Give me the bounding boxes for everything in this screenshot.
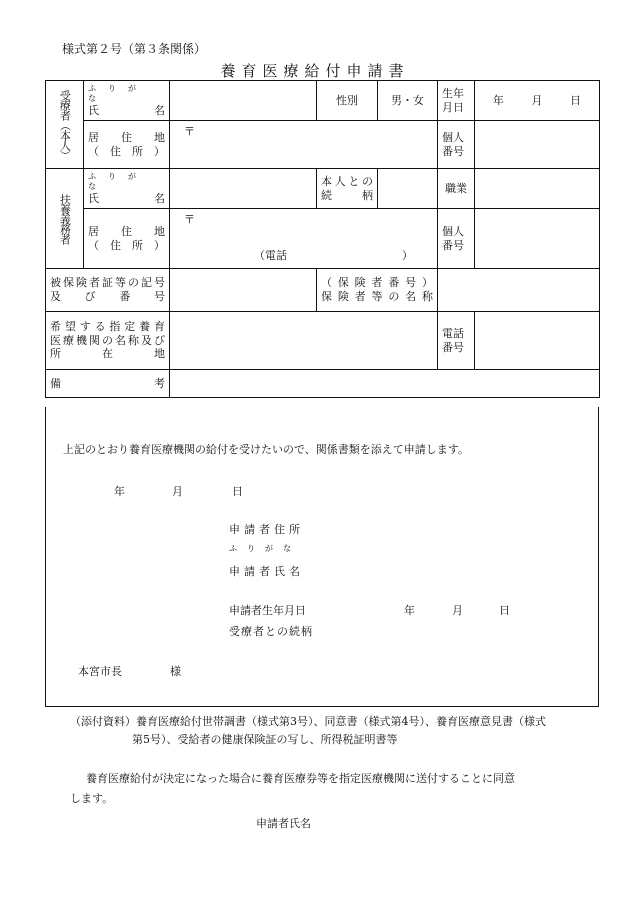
application-statement: 上記のとおり養育医療機関の給付を受けたいので、関係書類を添えて申請します。 <box>63 443 469 456</box>
recipient-address-field[interactable] <box>170 121 438 169</box>
relation-field[interactable] <box>378 169 438 209</box>
applicant-name-label: 申請者氏名 <box>229 565 304 578</box>
supporter-name-label: 氏名 <box>88 191 165 205</box>
personal-number-label-1: 個人 <box>442 130 464 144</box>
supporter-personal-number-label-1: 個人 <box>442 224 464 238</box>
facility-field[interactable] <box>170 312 438 370</box>
application-form-table <box>45 80 600 398</box>
supporter-furigana-label: ふりがな <box>88 171 148 191</box>
name-label: 氏名 <box>88 103 165 117</box>
applicant-birth-label: 申請者生年月日 <box>229 604 306 617</box>
applicant-address-label: 申請者住所 <box>229 523 304 536</box>
postal-mark: 〒 <box>184 125 195 138</box>
gender-options[interactable]: 男・女 <box>391 93 424 107</box>
supporter-personal-number-field[interactable] <box>475 209 600 269</box>
phone-open: （電話 <box>254 248 287 262</box>
applicant-furigana-label: ふりがな <box>229 544 301 553</box>
insurer-name-label: 保険者等の名称 <box>321 290 433 303</box>
year-label: 年 <box>492 93 504 107</box>
gender-label: 性別 <box>336 93 358 107</box>
remarks-label-2: 考 <box>154 376 165 390</box>
facility-phone-field[interactable] <box>475 312 600 370</box>
application-declaration-box <box>45 407 599 707</box>
recipient-name-field[interactable] <box>170 81 317 121</box>
facility-label-3b: 在 <box>102 347 113 361</box>
consent-signature-label: 申請者氏名 <box>256 817 311 830</box>
remarks-field[interactable] <box>170 370 600 398</box>
occupation-label: 職業 <box>445 181 467 195</box>
birthdate-field[interactable] <box>475 81 600 121</box>
furigana-label: ふりがな <box>88 83 148 103</box>
month-label: 月 <box>531 93 543 107</box>
supporter-postal-mark: 〒 <box>184 213 195 226</box>
relation-label-2: 続柄 <box>321 188 373 202</box>
supporter-section-label: 扶養義務者 <box>58 193 72 244</box>
attachments-line1: （添付資料）養育医療給付世帯調書（様式第3号）、同意書（様式第4号）、養育医療意見書（様式 <box>70 715 546 728</box>
facility-label-2: 医療機関の名称及び <box>50 333 165 347</box>
applicant-month-label: 月 <box>452 604 463 617</box>
remarks-label-1: 備 <box>50 376 61 390</box>
attachments-line2: 第5号）、受給者の健康保険証の写し、所得税証明書等 <box>132 733 398 746</box>
birth-label-line1: 生年 <box>442 86 464 100</box>
supporter-address-field[interactable] <box>170 209 438 269</box>
birth-label-line2: 月日 <box>442 100 464 114</box>
recipient-section-label: 受療者（本人） <box>58 89 72 160</box>
applicant-day-label: 日 <box>499 604 510 617</box>
phone-close: ） <box>402 248 413 262</box>
consent-line2: します。 <box>70 792 114 805</box>
applicant-year-label: 年 <box>404 604 415 617</box>
address-sub-label: （住所） <box>88 144 165 158</box>
relation-label-1: 本人との <box>321 174 373 188</box>
recipient-personal-number-field[interactable] <box>475 121 600 169</box>
insurer-name-field[interactable] <box>438 269 600 312</box>
insurance-number-field[interactable] <box>170 269 317 312</box>
supporter-personal-number-label-2: 番号 <box>442 238 464 252</box>
insurer-number-label: （保険者番号） <box>321 276 433 290</box>
relation-to-recipient-label: 受療者との続柄 <box>229 625 313 638</box>
honorific-label: 様 <box>170 665 181 678</box>
supporter-name-field[interactable] <box>170 169 317 209</box>
mayor-label: 本宮市長 <box>78 665 122 678</box>
app-month-label: 月 <box>172 485 183 498</box>
app-year-label: 年 <box>114 485 125 498</box>
form-number: 様式第２号（第３条関係） <box>62 42 207 56</box>
form-title: 養育医療給付申請書 <box>220 62 410 80</box>
address-label: 居住地 <box>88 130 165 144</box>
tel-label-1: 電話 <box>442 326 464 340</box>
supporter-address-sub-label: （住所） <box>88 238 165 252</box>
app-day-label: 日 <box>232 485 243 498</box>
facility-label-1: 希望する指定養育 <box>50 319 165 333</box>
supporter-address-label: 居住地 <box>88 224 165 238</box>
facility-label-3a: 所 <box>50 347 61 361</box>
consent-line1: 養育医療給付が決定になった場合に養育医療券等を指定医療機関に送付することに同意 <box>86 772 515 785</box>
insurance-number-label-1: 被保険者証等の記号 <box>50 276 165 290</box>
insurance-number-label-2: 及び番号 <box>50 290 165 303</box>
facility-label-3c: 地 <box>154 347 165 361</box>
occupation-field[interactable] <box>475 169 600 209</box>
personal-number-label-2: 番号 <box>442 144 464 158</box>
day-label: 日 <box>570 93 582 107</box>
tel-label-2: 番号 <box>442 340 464 354</box>
